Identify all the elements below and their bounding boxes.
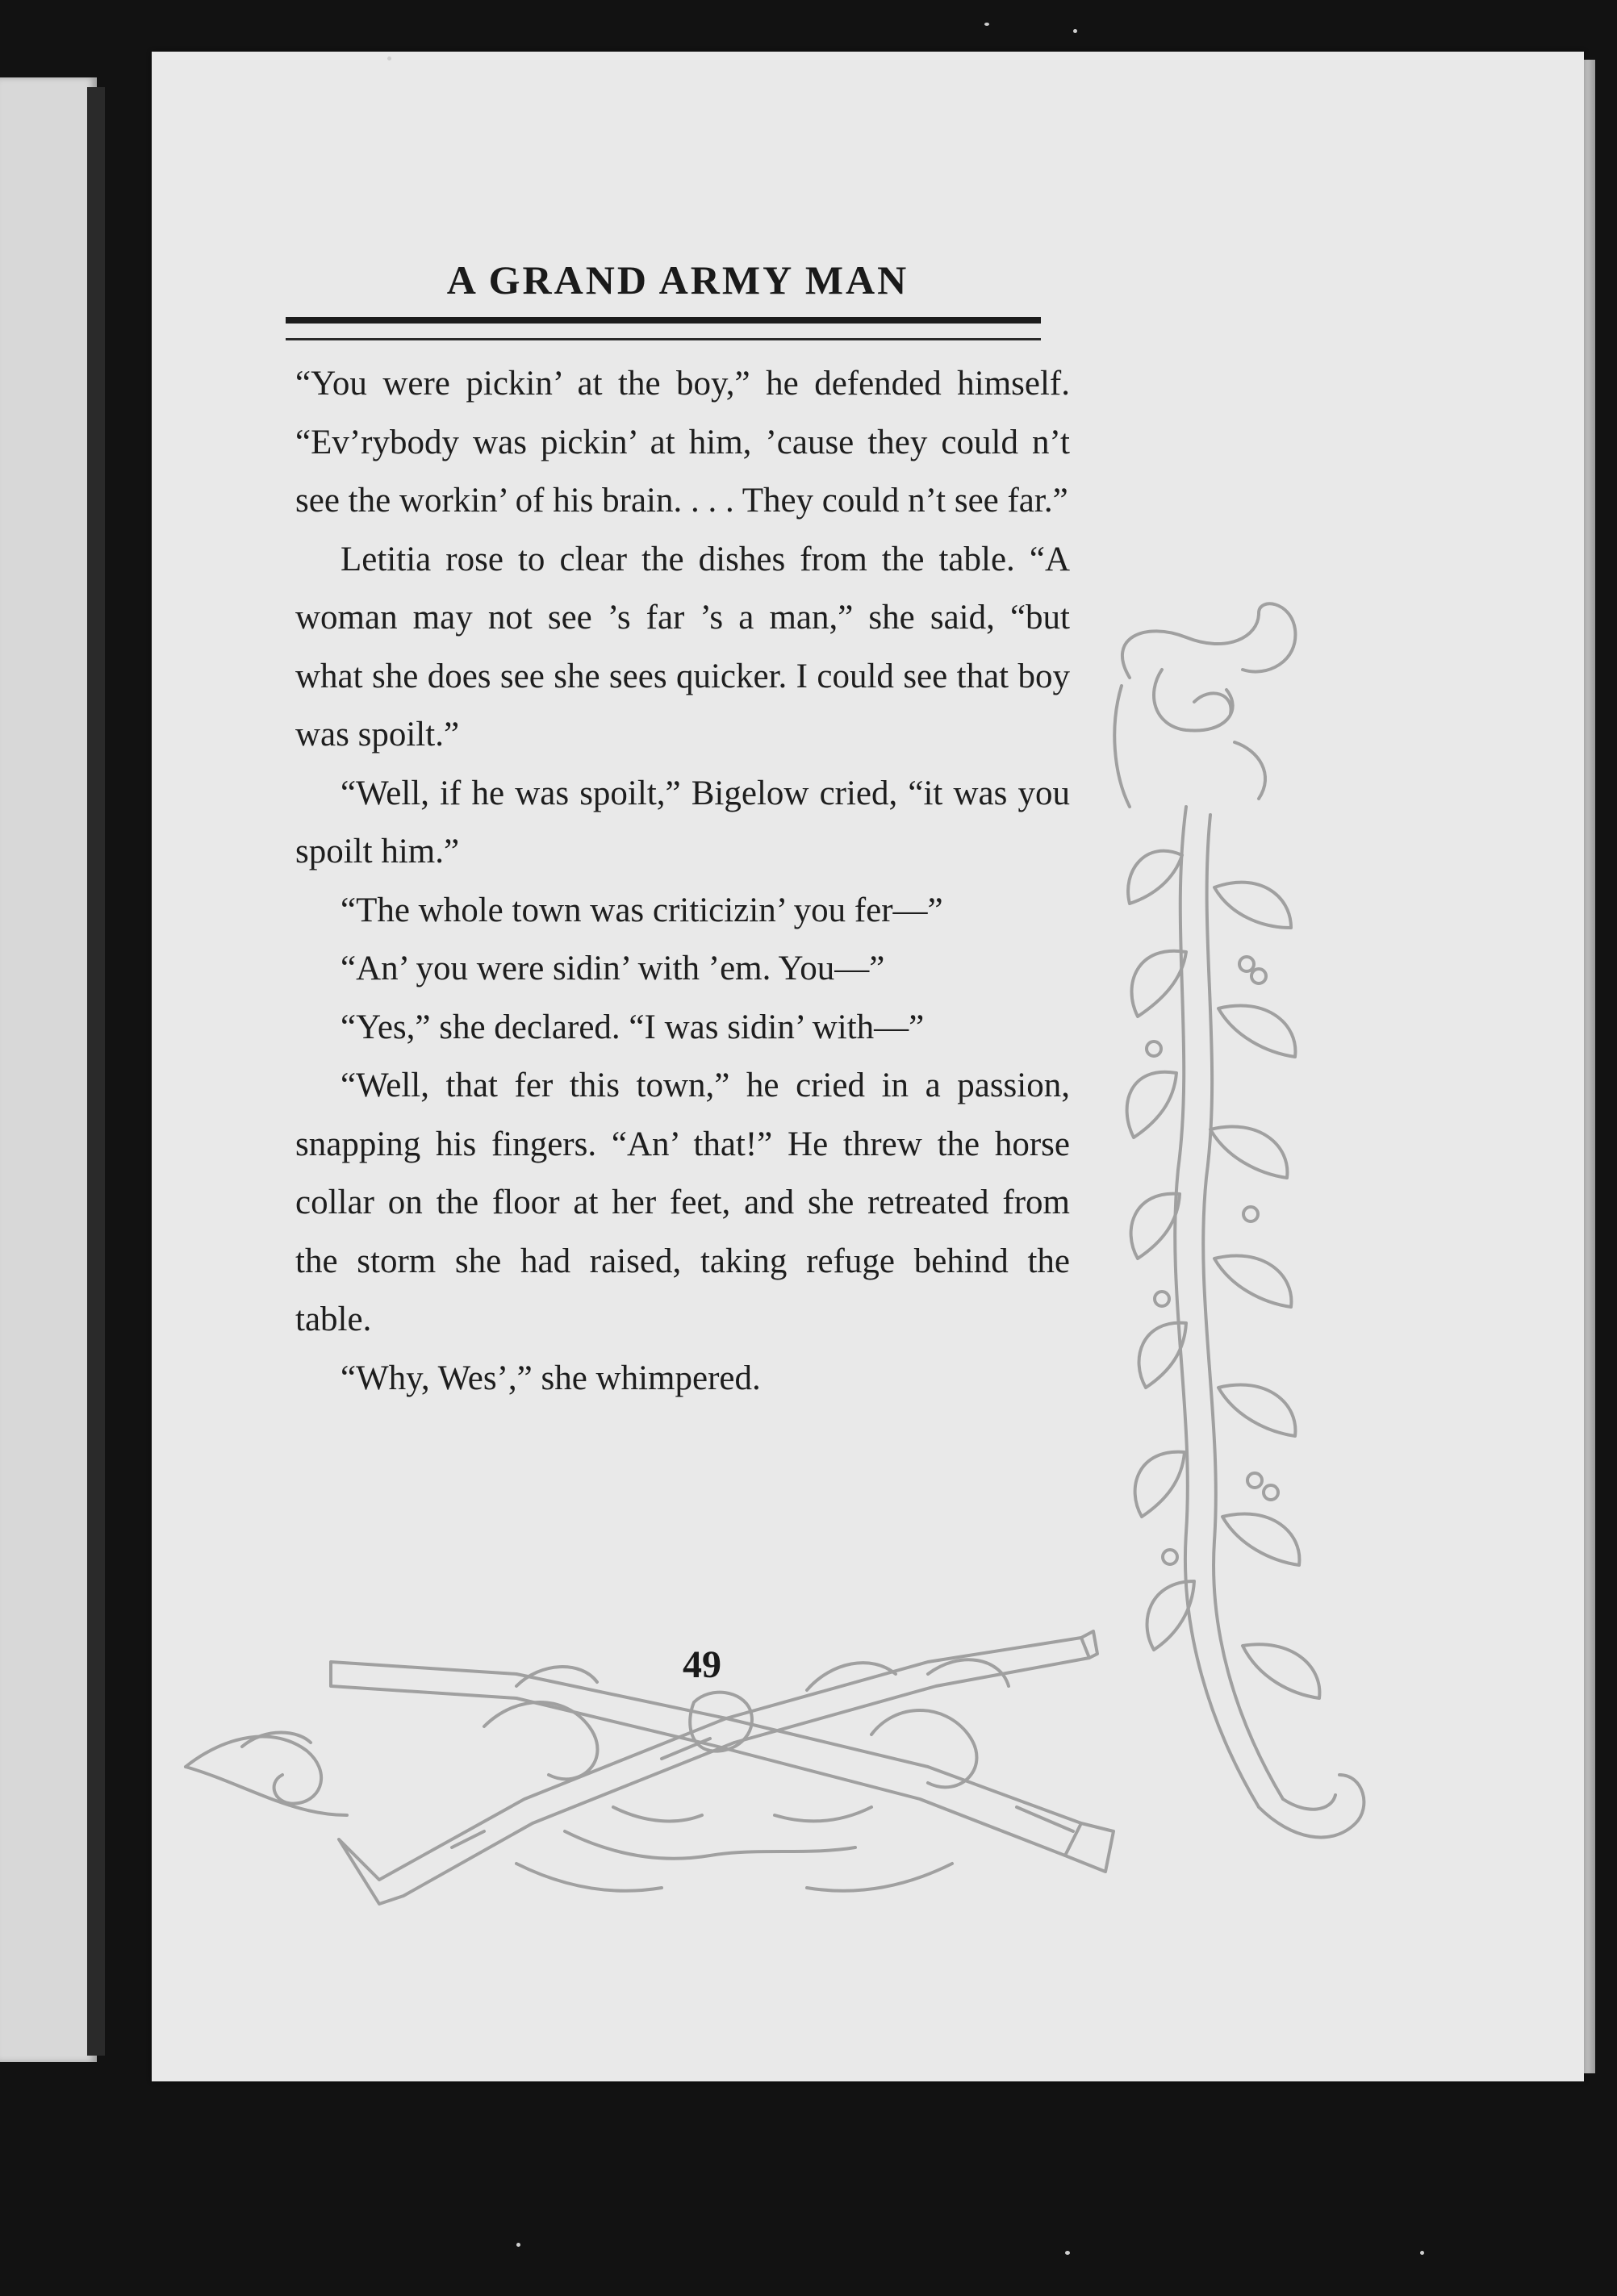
body-text (295, 355, 1070, 1408)
left-page-edge (0, 77, 97, 2062)
page-number: 49 (683, 1643, 721, 1686)
paragraph: Letitia rose to clear the dishes from the table. “A woman may not see ’s far ’s a man,” she said, “but what she does see she sees quicker. I could see that boy was spoilt.” (295, 540, 1070, 754)
paragraph: “Well, that fer this town,” he cried in a passion, snapping his fingers. “An’ that!” He threw the horse collar on the floor at her feet, and she retreated from the storm she had raised, taking refuge behind the table. (295, 1067, 1070, 1338)
page-fore-edge (1584, 60, 1595, 2073)
paragraph: “Yes,” she declared. “I was sidin’ with—” (341, 1008, 925, 1046)
paragraph: “The whole town was criticizin’ you fer—” (341, 891, 943, 929)
paragraph: “An’ you were sidin’ with ’em. You—” (341, 950, 885, 987)
header-rule-thick (286, 317, 1041, 324)
paragraph: “Why, Wes’,” she whimpered. (341, 1359, 761, 1397)
paragraph: “Well, if he was spoilt,” Bigelow cried, “it was you spoilt him.” (295, 774, 1070, 870)
running-head: A GRAND ARMY MAN (446, 257, 909, 303)
binding-gutter (87, 87, 105, 2056)
paragraph: “You were pickin’ at the boy,” he defended himself. “Ev’rybody was pickin’ at him, ’cause they could n’t see the workin’ of his brain. . . . They could n’t see far.” (295, 365, 1070, 520)
header-rule-thin (286, 338, 1041, 340)
